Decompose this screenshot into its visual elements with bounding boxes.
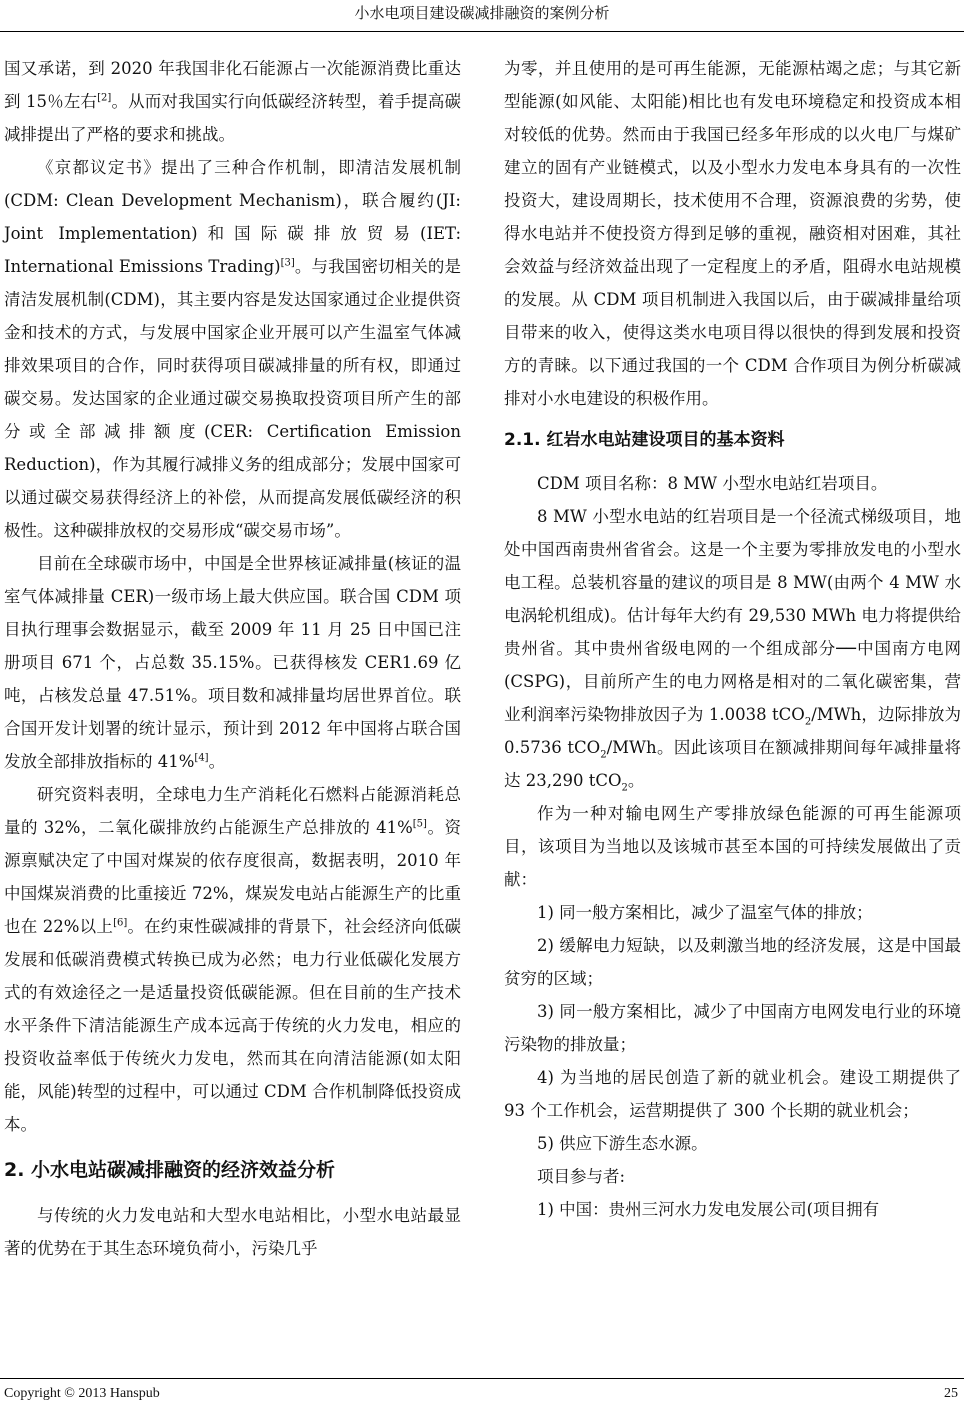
paragraph: CDM 项目名称：8 MW 小型水电站红岩项目。 (537, 474, 888, 493)
section-heading: 2. 小水电站碳减排融资的经济效益分析 (4, 1159, 336, 1181)
header-rule (0, 31, 964, 32)
list-item: 1) 同一般方案相比，减少了温室气体的排放； (537, 903, 873, 922)
subsection-heading: 2.1. 红岩水电站建设项目的基本资料 (504, 430, 785, 450)
list-item: 3) 同一般方案相比，减少了中国南方电网发电行业的环境污染物的排放量； (504, 1002, 961, 1054)
paragraph: 目前在全球碳市场中，中国是全世界核证减排量(核证的温室气体减排量 CER)一级市场上最大供应国。联合国 CDM 项目执行理事会数据显示，截至 2009 年 11 月 25 日中国已注册项目 671 个，占总数 35.15%。已获得核发 CER1.69 亿吨，占核发总量 47.51%。项目数和减排量均居世界首位。联合国开发计划署的统计显示，预计到 2012 年中国将占联合国发放全部排放指标的 41%[4]。 (4, 554, 461, 771)
citation[interactable]: [5] (412, 818, 427, 830)
footer-rule (0, 1378, 964, 1379)
citation[interactable]: [3] (280, 257, 295, 269)
list-item: 5) 供应下游生态水源。 (537, 1134, 708, 1153)
paragraph: 作为一种对输电网生产零排放绿色能源的可再生能源项目，该项目为当地以及该城市甚至本国的可持续发展做出了贡献： (504, 804, 961, 889)
page-number: 25 (944, 1386, 958, 1401)
list-item: 1) 中国：贵州三河水力发电发展公司(项目拥有 (537, 1200, 880, 1219)
running-header: 小水电项目建设碳减排融资的案例分析 (354, 4, 610, 22)
paragraph: 8 MW 小型水电站的红岩项目是一个径流式梯级项目，地处中国西南贵州省省会。这是一个主要为零排放发电的小型水电工程。总装机容量的建议的项目是 8 MW(由两个 4 MW 水电涡轮机组成)。估计每年大约有 29,530 MWh 电力将提供给贵州省。其中贵州省级电网的一个组成部分──中国南方电网(CSPG)，目前所产生的电力网格是相对的二氧化碳密集，营业利润率污染物排放因子为 1.0038 tCO$_2$/MWh，边际排放为 0.5736 tCO$_2$/MWh。因此该项目在额减排期间每年减排量将达 23,290 tCO$_2$。 (504, 507, 962, 794)
paragraph: 与传统的火力发电站和大型水电站相比，小型水电站最显著的优势在于其生态环境负荷小，污染几乎 (4, 1206, 461, 1258)
list-item: 2) 缓解电力短缺，以及刺激当地的经济发展，这是中国最贫穷的区域； (504, 936, 961, 988)
paragraph: 研究资料表明，全球电力生产消耗化石燃料占能源消耗总量的 32%，二氧化碳排放约占能源生产总排放的 41%[5]。资源禀赋决定了中国对煤炭的依存度很高，数据表明，2010 年中国煤炭消费的比重接近 72%，煤炭发电站占能源生产的比重也在 22%以上[6]。在约束性碳减排的背景下，社会经济向低碳发展和低碳消费模式转换已成为必然；电力行业低碳化发展方式的有效途径之一是适量投资低碳能源。但在目前的生产技术水平条件下清洁能源生产成本远高于传统的火力发电，相应的投资收益率低于传统火力发电，然而其在向清洁能源(如太阳能，风能)转型的过程中，可以通过 CDM 合作机制降低投资成本。 (4, 785, 462, 1134)
paragraph: 项目参与者: (537, 1167, 626, 1186)
paragraph: 为零，并且使用的是可再生能源，无能源枯竭之虑；与其它新型能源(如风能、太阳能)相比也有发电环境稳定和投资成本相对较低的优势。然而由于我国已经多年形成的以火电厂与煤矿建立的固有产业链模式，以及小型水力发电本身具有的一次性投资大，建设周期长，技术使用不合理，资源浪费的劣势，使得水电站并不使投资方得到足够的重视，融资相对困难，其社会效益与经济效益出现了一定程度上的矛盾，阻碍水电站规模的发展。从 CDM 项目机制进入我国以后，由于碳减排量给项目带来的收入，使得这类水电项目得以很快的得到发展和投资方的青睐。以下通过我国的一个 CDM 合作项目为例分析碳减排对小水电建设的积极作用。 (504, 59, 961, 408)
list-item: 4) 为当地的居民创造了新的就业机会。建设工期提供了 93 个工作机会，运营期提供了 300 个长期的就业机会； (504, 1068, 961, 1120)
copyright: Copyright © 2013 Hanspub (4, 1386, 160, 1401)
right-column (504, 52, 961, 1226)
paragraph: 《京都议定书》提出了三种合作机制，即清洁发展机制(CDM: Clean Development Mechanism)，联合履约(JI: Joint Implementation)和国际碳排放贸易(IET: International Emissions Trading)[3]。与我国密切相关的是清洁发展机制(CDM)，其主要内容是发达国家通过企业提供资金和技术的方式，与发展中国家企业开展可以产生温室气体减排效果项目的合作，同时获得项目碳减排量的所有权，即通过碳交易。发达国家的企业通过碳交易换取投资项目所产生的部分或全部减排额度(CER: Certification Emission Reduction)，作为其履行减排义务的组成部分；发展中国家可以通过碳交易获得经济上的补偿，从而提高发展低碳经济的积极性。这种碳排放权的交易形成“碳交易市场”。 (4, 158, 461, 540)
left-column (4, 52, 461, 1265)
paragraph: 国又承诺，到 2020 年我国非化石能源占一次能源消费比重达到 15％左右[2]。从而对我国实行向低碳经济转型，着手提高碳减排提出了严格的要求和挑战。 (4, 59, 462, 144)
citation[interactable]: [6] (113, 917, 128, 929)
citation[interactable]: [4] (194, 752, 209, 764)
citation[interactable]: [2] (97, 92, 112, 104)
